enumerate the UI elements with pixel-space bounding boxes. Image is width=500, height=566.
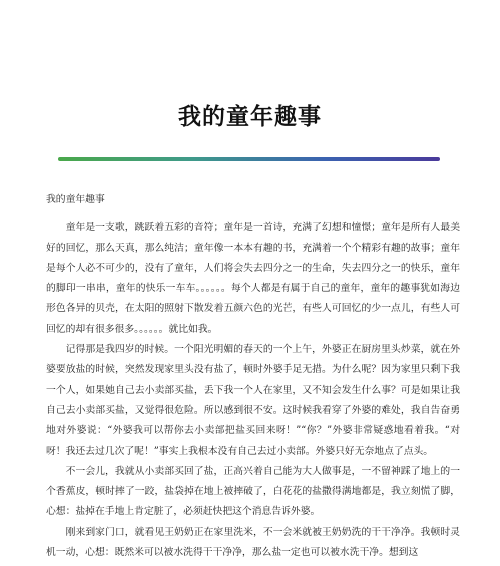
- paragraph: 刚来到家门口，就看见王奶奶正在家里洗米，不一会米就被王奶奶洗的干干净净。我顿时灵机一动，心想：既然米可以被水洗得干干净净，那么盐一定也可以被水洗干净。想到这: [46, 526, 460, 559]
- paragraph: 不一会儿，我就从小卖部买回了盐，正高兴着自己能为大人做事是，一不留神踩了地上的一个香蕉皮，顿时摔了一跤，盐袋掉在地上被摔破了，白花花的盐撒得满地都是，我立刻慌了脚，心想：盐掉在手地上肯定脏了，必须赶快把这个消息告诉外婆。: [46, 465, 460, 518]
- article-subtitle: 我的童年趣事: [46, 194, 105, 205]
- page-title: 我的童年趣事: [178, 103, 322, 130]
- paragraph: 童年是一支歌，跳跃着五彩的音符；童年是一首诗，充满了幻想和憧憬；童年是所有人最美好的回忆，那么天真，那么纯洁；童年像一本本有趣的书，充满着一个个精彩有趣的故事；童年是每个人必不可少的，没有了童年，人们将会失去四分之一的生命，失去四分之一的快乐，童年的脚印一串串，童年的快乐一车车。。。。。。每个人都是有属于自己的童年，童年的趣事犹如海边形色各异的贝壳，在太阳的照射下散发着五颜六色的光芒，有些人可回忆的少一点儿，有些人可回忆的却有很多很多。。。。。。就比如我。: [46, 222, 460, 335]
- paragraph: 记得那是我四岁的时候。一个阳光明媚的春天的一个上午，外婆正在厨房里头炒菜，就在外婆要放盐的时候，突然发现家里头没有盐了，顿时外婆手足无措。为什么呢？因为家里只剩下我一个人，如果她自己去小卖部买盐，丢下我一个人在家里，又不知会发生什么事？可是如果让我自己去小卖部买盐，又觉得很危险。所以感到很不安。这时候我看穿了外婆的难处，我自告奋勇地对外婆说：“外婆我可以帮你去小卖部把盐买回来呀！”“你？”外婆非常疑惑地看着我。“对呀！我还去过几次了呢！”事实上我根本没有自己去过小卖部。外婆只好无奈地点了点头。: [46, 344, 460, 457]
- title-divider: [58, 157, 440, 161]
- article-body: [46, 190, 460, 563]
